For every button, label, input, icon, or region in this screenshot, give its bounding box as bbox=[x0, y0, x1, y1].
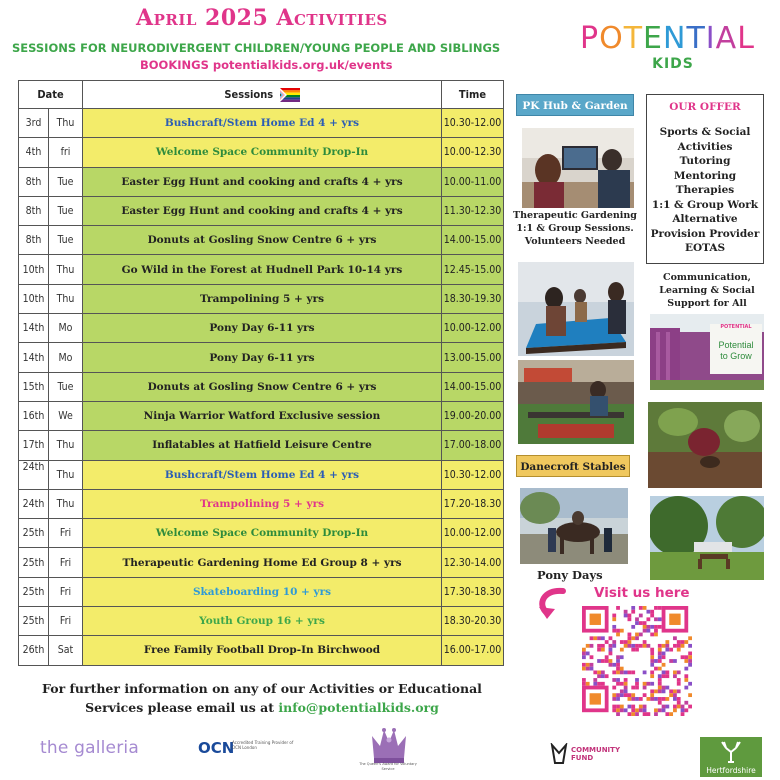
session-cell: Easter Egg Hunt and cooking and crafts 4 + yrs bbox=[83, 196, 442, 225]
sign-text-line2: to Grow bbox=[720, 351, 752, 361]
hertfordshire-text: Hertfordshire bbox=[706, 766, 756, 775]
footer-info bbox=[22, 679, 502, 717]
pride-flag-icon bbox=[280, 88, 300, 102]
table-header-row bbox=[19, 81, 504, 109]
table-row bbox=[19, 255, 504, 284]
logo-letter: A bbox=[715, 21, 738, 56]
time-cell: 10.00-12.30 bbox=[442, 138, 504, 167]
day-cell: 16th bbox=[19, 401, 49, 430]
ocn-logo bbox=[198, 738, 294, 760]
session-cell: Free Family Football Drop-In Birchwood bbox=[83, 636, 442, 665]
time-cell: 16.00-17.00 bbox=[442, 636, 504, 665]
session-cell: Therapeutic Gardening Home Ed Group 8 + yrs bbox=[83, 548, 442, 577]
sign-text-line1: Potential bbox=[718, 340, 754, 350]
time-cell: 17.20-18.30 bbox=[442, 489, 504, 518]
day-cell: 8th bbox=[19, 167, 49, 196]
activity-schedule-table bbox=[18, 80, 504, 666]
logo-letter: T bbox=[686, 21, 706, 56]
ocn-logo-text: OCN bbox=[198, 739, 235, 757]
weekday-cell: fri bbox=[49, 138, 83, 167]
visit-us-label: Visit us here bbox=[594, 585, 690, 601]
page-subtitle: SESSIONS FOR NEURODIVERGENT CHILDREN/YOUNG PEOPLE AND SIBLINGS bbox=[12, 41, 501, 55]
photo-model-railway bbox=[518, 360, 634, 444]
time-cell: 17.30-18.30 bbox=[442, 577, 504, 606]
session-cell: Pony Day 6-11 yrs bbox=[83, 343, 442, 372]
our-offer-box bbox=[646, 94, 764, 264]
session-cell: Youth Group 16 + yrs bbox=[83, 607, 442, 636]
logo-letter: I bbox=[705, 21, 716, 56]
time-cell: 12.30-14.00 bbox=[442, 548, 504, 577]
photo-computer-session bbox=[522, 128, 634, 208]
logo-letter: L bbox=[737, 21, 755, 56]
offer-item: 1:1 & Group Work bbox=[651, 198, 759, 211]
time-cell: 10.00-11.00 bbox=[442, 167, 504, 196]
weekday-cell: Thu bbox=[49, 109, 83, 138]
header-time: Time bbox=[442, 81, 504, 109]
weekday-cell: Mo bbox=[49, 343, 83, 372]
offer-item: Tutoring bbox=[679, 155, 731, 167]
time-cell: 10.00-12.00 bbox=[442, 314, 504, 343]
table-row bbox=[19, 431, 504, 460]
table-row bbox=[19, 196, 504, 225]
weekday-cell: Thu bbox=[49, 489, 83, 518]
table-row bbox=[19, 401, 504, 430]
header-sessions-label: Sessions bbox=[224, 87, 274, 101]
day-cell: 25th bbox=[19, 519, 49, 548]
table-row bbox=[19, 607, 504, 636]
day-cell: 24th bbox=[19, 489, 49, 518]
footer-line-2 bbox=[22, 698, 502, 717]
day-cell: 10th bbox=[19, 255, 49, 284]
offer-item: Provision Provider bbox=[650, 227, 760, 240]
day-cell: 8th bbox=[19, 196, 49, 225]
day-cell: 4th bbox=[19, 138, 49, 167]
logo-letter: P bbox=[580, 21, 600, 56]
session-cell: Easter Egg Hunt and cooking and crafts 4 + yrs bbox=[83, 167, 442, 196]
session-cell: Trampolining 5 + yrs bbox=[83, 284, 442, 313]
weekday-cell: Tue bbox=[49, 372, 83, 401]
offer-item: Therapies bbox=[675, 184, 735, 196]
table-row bbox=[19, 167, 504, 196]
page-title: April 2025 Activities bbox=[136, 5, 388, 31]
logo-sub: KIDS bbox=[652, 56, 694, 72]
session-cell: Go Wild in the Forest at Hudnell Park 10-14 yrs bbox=[83, 255, 442, 284]
day-cell: 25th bbox=[19, 607, 49, 636]
weekday-cell: Fri bbox=[49, 519, 83, 548]
sign-logo-text: POTENTIAL bbox=[720, 324, 752, 330]
weekday-cell: Sat bbox=[49, 636, 83, 665]
photo-garden-table bbox=[650, 496, 764, 580]
table-row bbox=[19, 284, 504, 313]
sign-text bbox=[710, 340, 762, 362]
weekday-cell: Fri bbox=[49, 607, 83, 636]
table-row bbox=[19, 226, 504, 255]
table-row bbox=[19, 489, 504, 518]
galleria-logo: the galleria bbox=[40, 738, 139, 758]
contact-email-link[interactable]: info@potentialkids.org bbox=[278, 700, 439, 715]
time-cell: 10.30-12.00 bbox=[442, 460, 504, 489]
time-cell: 10.30-12.00 bbox=[442, 109, 504, 138]
table-row bbox=[19, 314, 504, 343]
offer-item: EOTAS bbox=[684, 242, 726, 254]
session-cell: Donuts at Gosling Snow Centre 6 + yrs bbox=[83, 372, 442, 401]
offer-item: Activities bbox=[677, 140, 733, 153]
table-row bbox=[19, 460, 504, 489]
photo-gardening bbox=[648, 402, 762, 488]
session-cell: Skateboarding 10 + yrs bbox=[83, 577, 442, 606]
pony-days-label: Pony Days bbox=[537, 568, 603, 582]
weekday-cell: Thu bbox=[49, 284, 83, 313]
offer-item: Alternative bbox=[672, 213, 738, 225]
day-cell: 24th bbox=[19, 460, 49, 489]
day-cell: 25th bbox=[19, 548, 49, 577]
session-cell: Ninja Warrior Watford Exclusive session bbox=[83, 401, 442, 430]
table-row bbox=[19, 636, 504, 665]
weekday-cell: Thu bbox=[49, 460, 83, 489]
community-fund-logo bbox=[547, 739, 625, 769]
day-cell: 26th bbox=[19, 636, 49, 665]
time-cell: 14.00-15.00 bbox=[442, 226, 504, 255]
day-cell: 17th bbox=[19, 431, 49, 460]
logo-wordmark bbox=[580, 21, 766, 56]
table-row bbox=[19, 548, 504, 577]
potential-kids-logo bbox=[580, 21, 766, 76]
session-cell: Trampolining 5 + yrs bbox=[83, 489, 442, 518]
time-cell: 11.30-12.30 bbox=[442, 196, 504, 225]
footer-line-1: For further information on any of our Activities or Educational bbox=[42, 681, 482, 696]
weekday-cell: Tue bbox=[49, 196, 83, 225]
logo-letter: N bbox=[663, 21, 687, 56]
bookings-link[interactable]: BOOKINGS potentialkids.org.uk/events bbox=[140, 58, 393, 72]
curved-arrow-icon bbox=[533, 585, 571, 621]
queens-award-text: The Queen's Award for Voluntary Service bbox=[359, 762, 417, 771]
weekday-cell: Mo bbox=[49, 314, 83, 343]
time-cell: 18.30-20.30 bbox=[442, 607, 504, 636]
day-cell: 15th bbox=[19, 372, 49, 401]
weekday-cell: Fri bbox=[49, 548, 83, 577]
session-cell: Bushcraft/Stem Home Ed 4 + yrs bbox=[83, 460, 442, 489]
community-fund-text: COMMUNITY FUND bbox=[571, 746, 621, 762]
offer-item: Sports & Social bbox=[659, 126, 751, 138]
stag-icon bbox=[718, 740, 744, 764]
day-cell: 8th bbox=[19, 226, 49, 255]
danecroft-stables-label: Danecroft Stables bbox=[516, 455, 630, 477]
table-row bbox=[19, 577, 504, 606]
weekday-cell: We bbox=[49, 401, 83, 430]
weekday-cell: Tue bbox=[49, 167, 83, 196]
communication-caption: Communication, Learning & Social Support for All bbox=[659, 272, 755, 309]
table-row bbox=[19, 109, 504, 138]
session-cell: Inflatables at Hatfield Leisure Centre bbox=[83, 431, 442, 460]
our-offer-list bbox=[647, 125, 763, 256]
footer-line-2-prefix: Services please email us at bbox=[85, 700, 279, 715]
weekday-cell: Thu bbox=[49, 431, 83, 460]
time-cell: 10.00-12.00 bbox=[442, 519, 504, 548]
photo-pool-table bbox=[518, 262, 634, 356]
header-date: Date bbox=[19, 81, 83, 109]
day-cell: 10th bbox=[19, 284, 49, 313]
qr-code[interactable] bbox=[582, 606, 692, 716]
gardening-caption: Therapeutic Gardening 1:1 & Group Sessions. Volunteers Needed bbox=[513, 210, 637, 247]
logo-letter: E bbox=[643, 21, 664, 56]
table-row bbox=[19, 343, 504, 372]
logo-letter: T bbox=[623, 21, 644, 56]
session-cell: Donuts at Gosling Snow Centre 6 + yrs bbox=[83, 226, 442, 255]
session-cell: Bushcraft/Stem Home Ed 4 + yrs bbox=[83, 109, 442, 138]
hertfordshire-logo bbox=[700, 737, 762, 777]
day-cell: 25th bbox=[19, 577, 49, 606]
time-cell: 19.00-20.00 bbox=[442, 401, 504, 430]
session-cell: Welcome Space Community Drop-In bbox=[83, 138, 442, 167]
ocn-logo-subtext: Accredited Training Provider of OCN London bbox=[232, 740, 294, 750]
day-cell: 3rd bbox=[19, 109, 49, 138]
day-cell: 14th bbox=[19, 343, 49, 372]
offer-item: Mentoring bbox=[673, 169, 737, 182]
weekday-cell: Fri bbox=[49, 577, 83, 606]
lottery-hand-icon bbox=[549, 743, 569, 765]
weekday-cell: Tue bbox=[49, 226, 83, 255]
time-cell: 14.00-15.00 bbox=[442, 372, 504, 401]
header-sessions bbox=[83, 81, 442, 109]
photo-potential-to-grow-sign bbox=[650, 314, 764, 390]
table-row bbox=[19, 372, 504, 401]
time-cell: 12.45-15.00 bbox=[442, 255, 504, 284]
our-offer-title: OUR OFFER bbox=[669, 101, 741, 113]
session-cell: Pony Day 6-11 yrs bbox=[83, 314, 442, 343]
photo-pony-days bbox=[520, 488, 628, 564]
time-cell: 18.30-19.30 bbox=[442, 284, 504, 313]
logo-letter: O bbox=[599, 21, 624, 56]
time-cell: 17.00-18.00 bbox=[442, 431, 504, 460]
weekday-cell: Thu bbox=[49, 255, 83, 284]
time-cell: 13.00-15.00 bbox=[442, 343, 504, 372]
table-row bbox=[19, 138, 504, 167]
pk-hub-label: PK Hub & Garden bbox=[516, 94, 634, 116]
day-cell: 14th bbox=[19, 314, 49, 343]
table-row bbox=[19, 519, 504, 548]
session-cell: Welcome Space Community Drop-In bbox=[83, 519, 442, 548]
